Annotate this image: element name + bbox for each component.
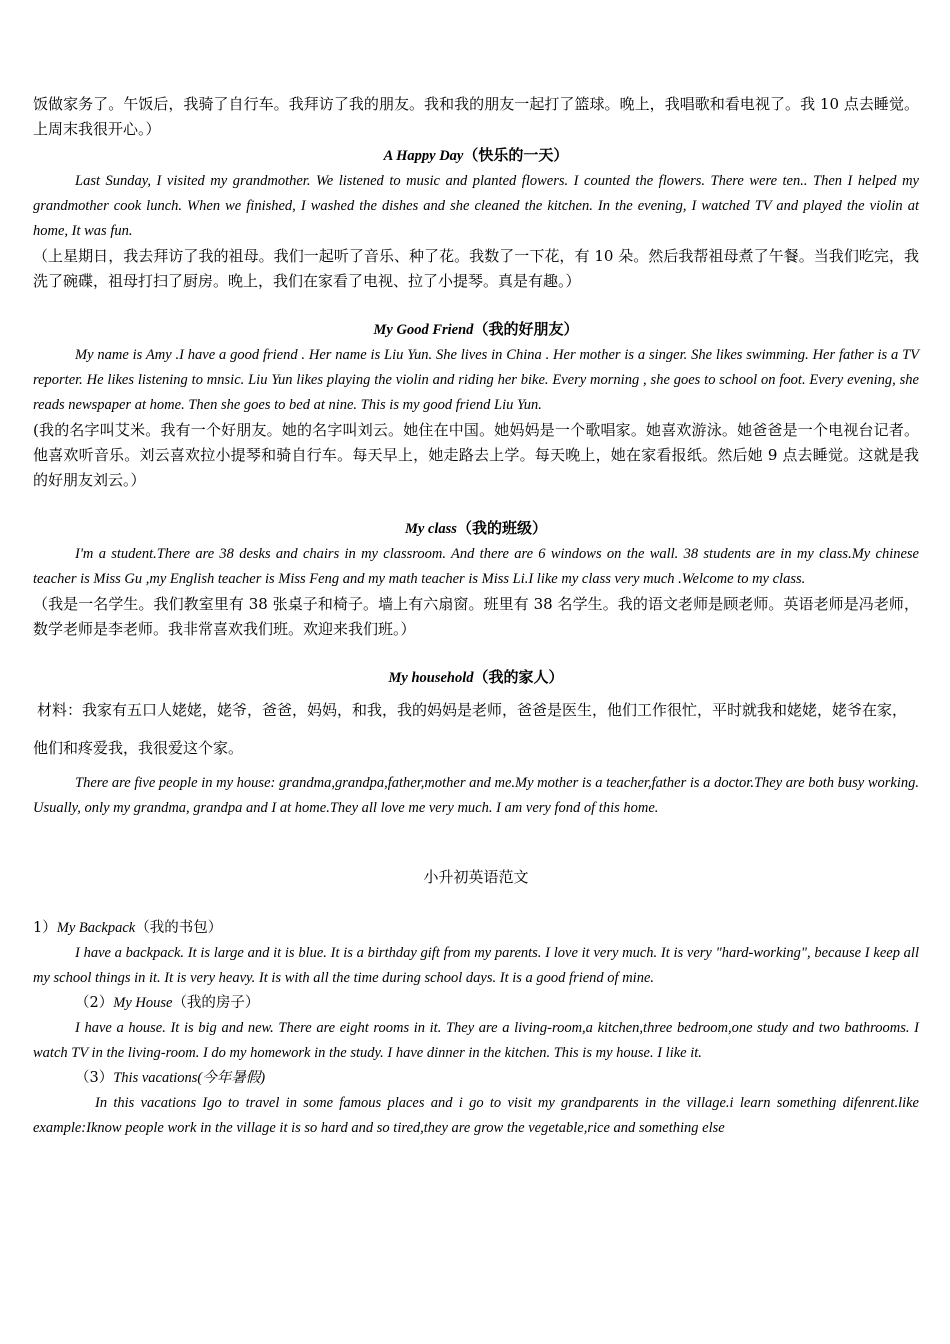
backpack-english: I have a backpack. It is large and it is blue. It is a birthday gift from my parents. I love it very much. It is very "hard-working", because I keep all my school things in it. It is very heavy. It is with all the time during school days. It is a good friend of mine. [33, 945, 919, 986]
vacations-number: （3） [75, 1070, 114, 1086]
happy-day-english: Last Sunday, I visited my grandmother. We listened to music and planted flowers. I counted the flowers. There were ten.. Then I helped my grandmother cook lunch. When we finished, I washed the dishes and she cleaned the kitchen. In the evening, I watched TV and played the violin at home, It was fun. [33, 173, 919, 239]
house-number: （2） [75, 995, 114, 1011]
good-friend-title-en: My Good Friend [373, 322, 474, 338]
spacer [33, 890, 919, 916]
house-english: I have a house. It is big and new. There are eight rooms in it. They are a living-room,a kitchen,three bedroom,one study and two bathrooms. I watch TV in the living-room. I do my homework in the study. I have dinner in the kitchen. This is my house. I like it. [33, 1020, 919, 1061]
household-material: 材料：我家有五口人姥姥，姥爷，爸爸，妈妈，和我，我的妈妈是老师，爸爸是医生，他们工作很忙，平时就我和姥姥，姥爷在家，他们和疼爱我，我很爱这个家。 [33, 701, 908, 757]
backpack-heading [33, 916, 919, 941]
vacations-english: In this vacations Igo to travel in some famous places and i go to visit my grandparents in the village.i learn something difenrent.like example:Iknow people work in the village it is so hard and so tired,they are grow the vegetable,rice and something else [33, 1095, 919, 1136]
section-heading: 小升初英语范文 [423, 868, 529, 886]
household-title-en: My household [388, 670, 474, 686]
spacer [33, 642, 919, 664]
document-page [33, 92, 919, 1141]
house-heading [33, 991, 919, 1016]
my-class-english: I'm a student.There are 38 desks and chairs in my classroom. And there are 6 windows on the wall. 38 students are in my class.My chinese teacher is Miss Gu ,my English teacher is Miss Feng and my math teacher is Miss Li.I like my class very much .Welcome to my class. [33, 546, 919, 587]
spacer [33, 821, 919, 865]
happy-day-chinese: （上星期日，我去拜访了我的祖母。我们一起听了音乐、种了花。我数了一下花，有 10 朵。然后我帮祖母煮了午餐。当我们吃完，我洗了碗碟，祖母打扫了厨房。晚上，我们在家看了电视、拉了小提琴。真是有趣。） [33, 247, 919, 290]
good-friend-chinese: (我的名字叫艾米。我有一个好朋友。她的名字叫刘云。她住在中国。她妈妈是一个歌唱家。她喜欢游泳。她爸爸是一个电视台记者。他喜欢听音乐。刘云喜欢拉小提琴和骑自行车。每天早上，她走路去上学。每天晚上，她在家看报纸。然后她 9 点去睡觉。这就是我的好朋友刘云。） [33, 421, 919, 489]
household-title-cn: （我的家人） [473, 668, 564, 686]
good-friend-title [33, 316, 919, 343]
vacations-heading [33, 1066, 919, 1091]
happy-day-title-cn: （快乐的一天） [463, 146, 569, 164]
my-class-chinese: （我是一名学生。我们教室里有 38 张桌子和椅子。墙上有六扇窗。班里有 38 名学生。我的语文老师是顾老师。英语老师是冯老师，数学老师是李老师。我非常喜欢我们班。欢迎来我们班。） [33, 595, 919, 638]
house-title-cn: （我的房子） [172, 995, 260, 1011]
my-class-title-en: My class [405, 521, 457, 537]
intro-tail-paragraph: 饭做家务了。午饭后，我骑了自行车。我拜访了我的朋友。我和我的朋友一起打了篮球。晚上，我唱歌和看电视了。我 10 点去睡觉。上周末我很开心。） [33, 95, 919, 138]
good-friend-title-cn: （我的好朋友） [473, 320, 579, 338]
happy-day-title-en: A Happy Day [383, 148, 464, 164]
vacations-title-en: This vacations [113, 1070, 198, 1086]
vacations-title-cn: (今年暑假) [197, 1070, 266, 1086]
backpack-title-en: My Backpack [56, 920, 136, 936]
my-class-title-cn: （我的班级） [456, 519, 547, 537]
my-class-title [33, 515, 919, 542]
household-title [33, 664, 919, 691]
household-english: There are five people in my house: grandma,grandpa,father,mother and me.My mother is a teacher,father is a doctor.They are both busy working. Usually, only my grandma, grandpa and I at home.They all love me very much. I am very fond of this home. [33, 775, 919, 816]
good-friend-english: My name is Amy .I have a good friend . Her name is Liu Yun. She lives in China . Her mother is a singer. She likes swimming. Her father is a TV reporter. He likes listening to mnsic. Liu Yun likes playing the violin and riding her bike. Every morning , she goes to school on foot. Every evening, she reads newspaper at home. Then she goes to bed at nine. This is my good friend Liu Yun. [33, 347, 919, 413]
backpack-title-cn: （我的书包） [135, 920, 223, 936]
backpack-number: 1） [33, 920, 57, 936]
house-title-en: My House [113, 995, 173, 1011]
spacer [33, 294, 919, 316]
happy-day-title [33, 142, 919, 169]
spacer [33, 493, 919, 515]
